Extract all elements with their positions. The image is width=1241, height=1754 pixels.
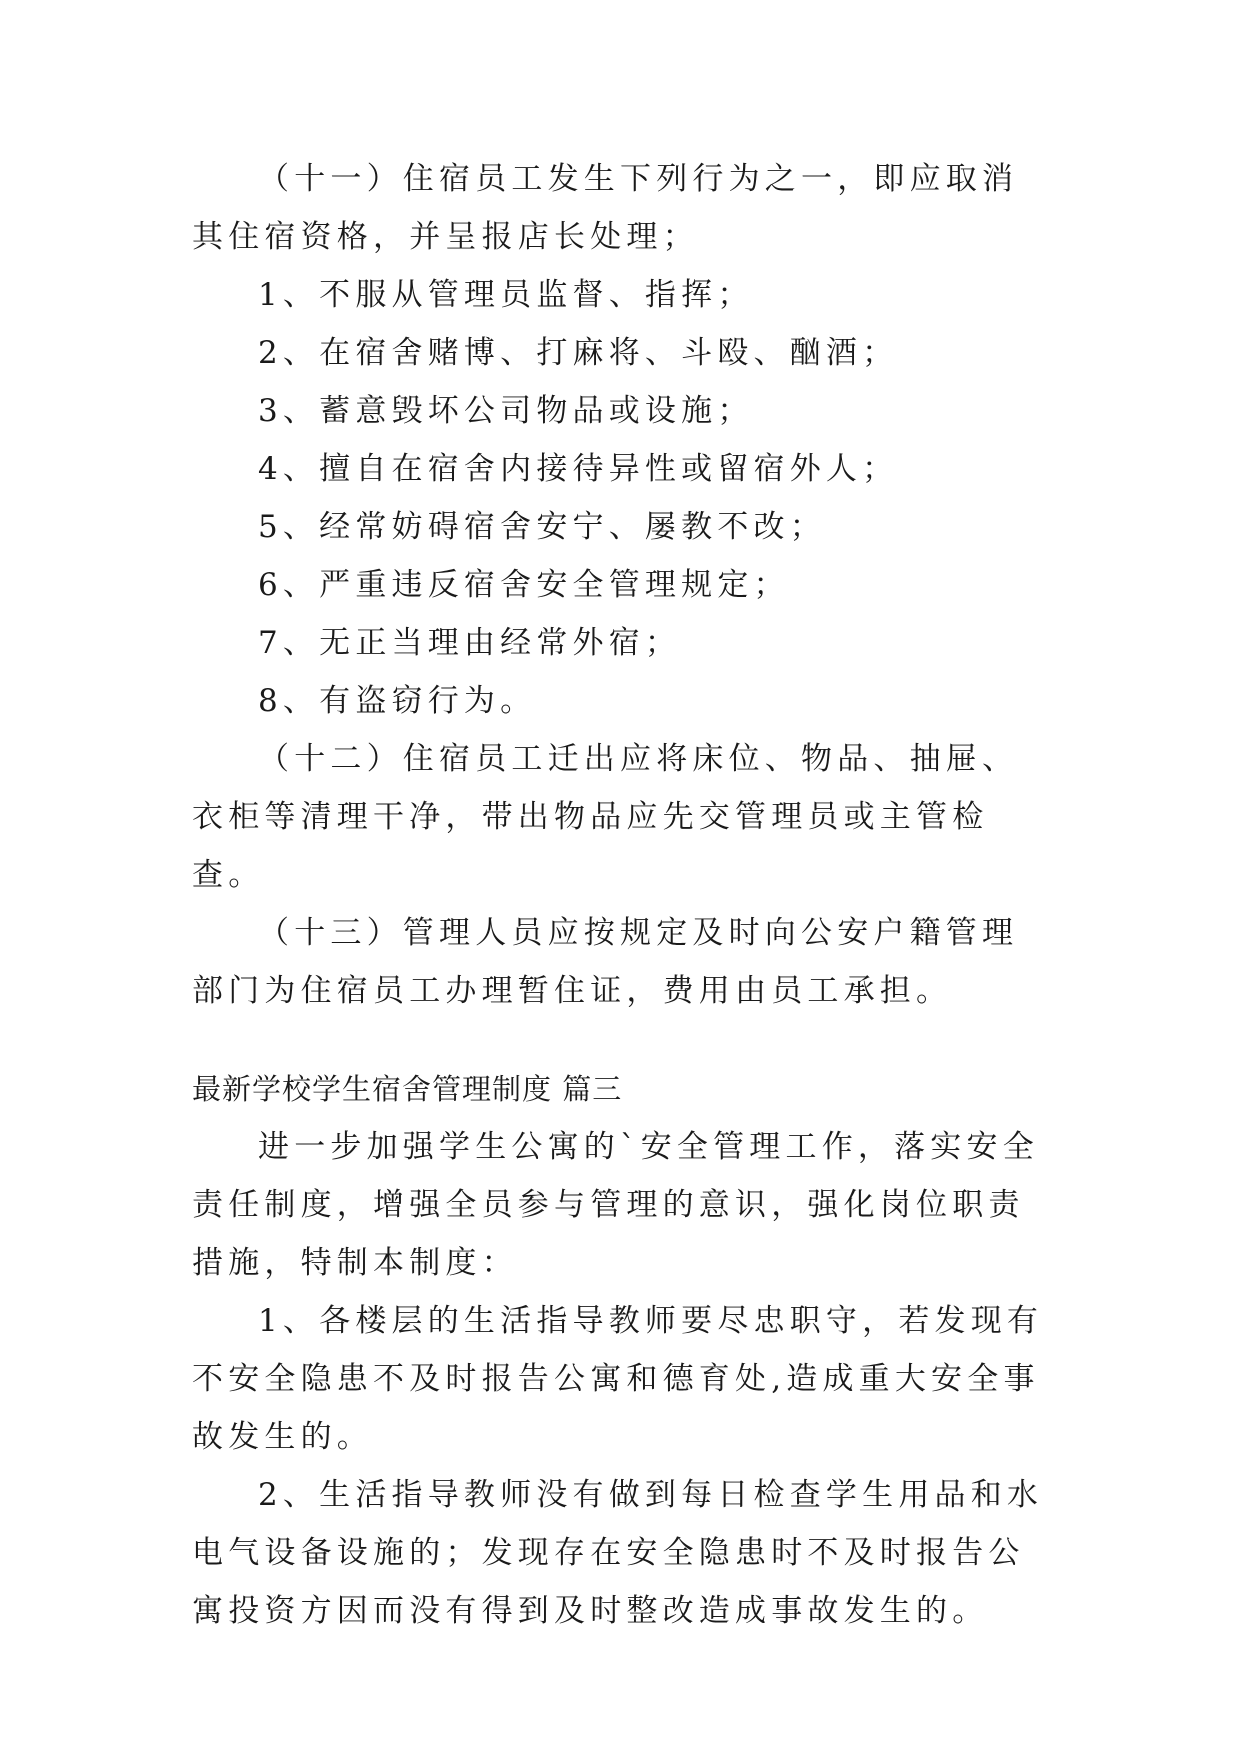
list-item-8: 8、有盗窃行为。: [258, 683, 537, 719]
list-item-1: 1、不服从管理员监督、指挥；: [258, 277, 754, 313]
list-item-6: 6、严重违反宿舍安全管理规定；: [258, 567, 790, 603]
paragraph-rule-12: （十二）住宿员工迁出应将床位、物品、抽屉、衣柜等清理干净，带出物品应先交管理员或主管检查。: [192, 741, 1019, 893]
paragraph-item-1: 1、各楼层的生活指导教师要尽忠职守，若发现有不安全隐患不及时报告公寓和德育处,造成重大安全事故发生的。: [192, 1303, 1044, 1455]
paragraph-rule-13: （十三）管理人员应按规定及时向公安户籍管理部门为住宿员工办理暂住证，费用由员工承担。: [192, 915, 1019, 1009]
list-item-4: 4、擅自在宿舍内接待异性或留宿外人；: [258, 451, 899, 487]
list-item-7: 7、无正当理由经常外宿；: [258, 625, 682, 661]
section-heading: 最新学校学生宿舍管理制度 篇三: [192, 1072, 623, 1106]
list-item-5: 5、经常妨碍宿舍安宁、屡教不改；: [258, 509, 826, 545]
list-item-3: 3、蓄意毁坏公司物品或设施；: [258, 393, 754, 429]
paragraph-rule-11: （十一）住宿员工发生下列行为之一，即应取消其住宿资格，并呈报店长处理；: [192, 161, 1019, 255]
list-item-2: 2、在宿舍赌博、打麻将、斗殴、酗酒；: [258, 335, 899, 371]
document-page: [192, 150, 1054, 1640]
paragraph-item-2: 2、生活指导教师没有做到每日检查学生用品和水电气设备设施的；发现存在安全隐患时不及时报告公寓投资方因而没有得到及时整改造成事故发生的。: [192, 1477, 1044, 1629]
paragraph-intro: 进一步加强学生公寓的`安全管理工作，落实安全责任制度，增强全员参与管理的意识，强化岗位职责措施，特制本制度：: [192, 1129, 1039, 1281]
